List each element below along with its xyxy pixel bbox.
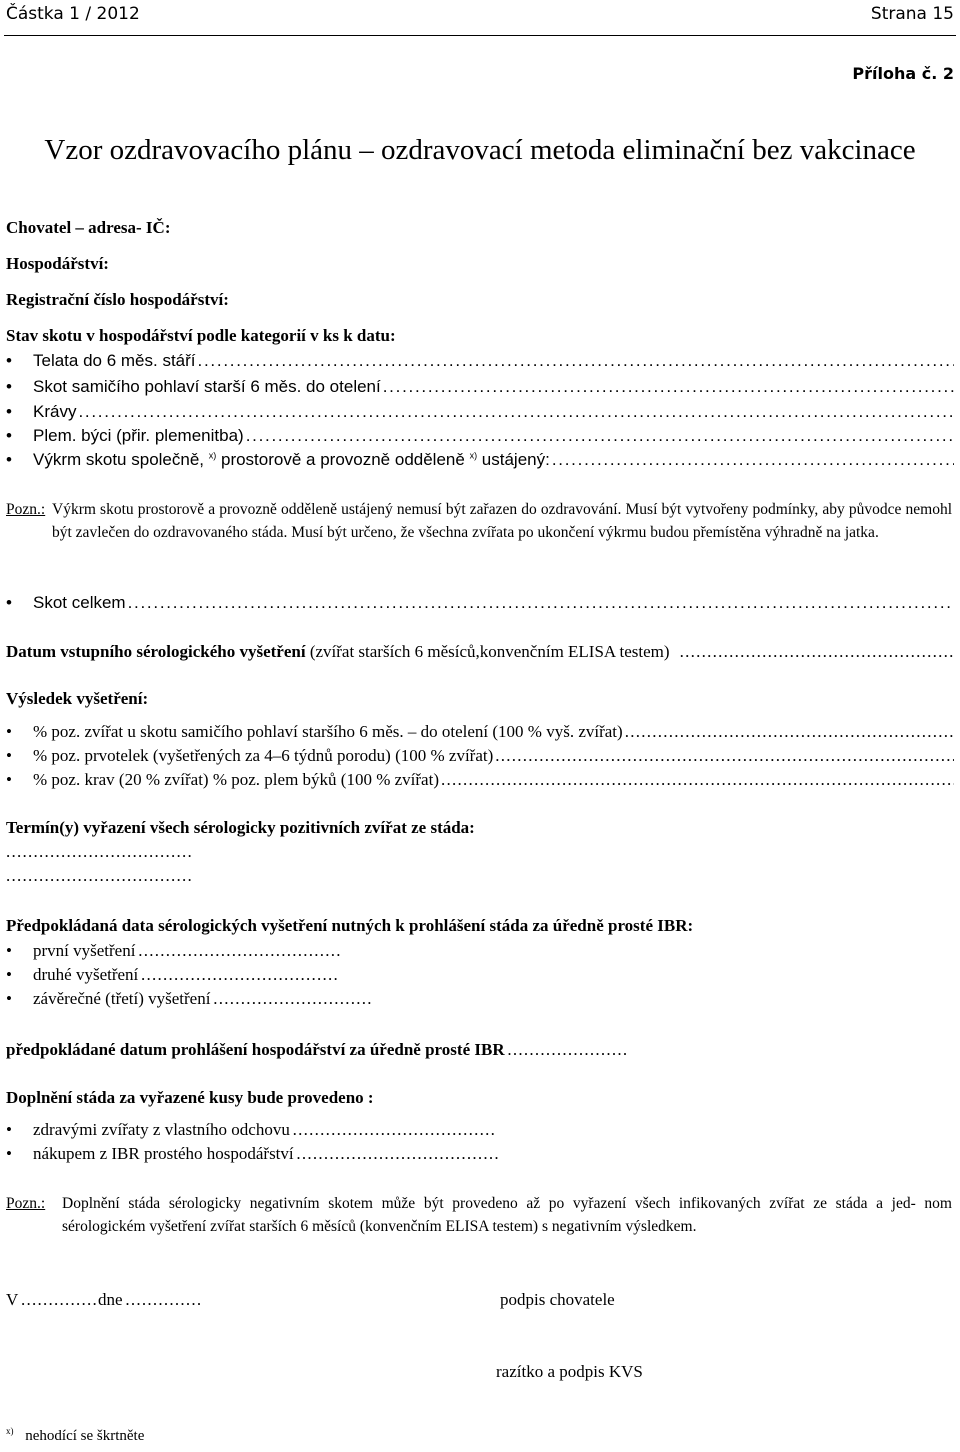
result-label: % poz. krav (20 % zvířat) % poz. plem býků (100 % zvířat) (33, 770, 439, 789)
note-label: Pozn.: (6, 501, 46, 518)
bullet-icon: • (6, 450, 12, 469)
entry-exam-line (6, 642, 954, 662)
list-item (6, 1120, 493, 1140)
restock-heading: Doplnění stáda za vyřazené kusy bude provedeno : (6, 1088, 374, 1107)
footnote-text: nehodící se škrtněte (25, 1428, 145, 1444)
list-item (6, 351, 954, 371)
bullet-icon: • (6, 402, 12, 421)
result-label: % poz. zvířat u skotu samičího pohlaví staršího 6 měs. – do otelení (100 % vyš. zvířat) (33, 722, 623, 741)
planned-label: druhé vyšetření (33, 965, 139, 984)
page-header-left: Částka 1 / 2012 (6, 4, 140, 24)
list-item (6, 402, 954, 422)
bullet-icon: • (6, 722, 12, 741)
category-label: Telata do 6 měs. stáří (33, 351, 196, 370)
note-text: Výkrm skotu prostorově a provozně odděleně ustájený nemusí být zařazen do ozdravování. Musí být vytvořeny podmínky, aby původce nemohl být zavlečen do ozdravovaného stáda. Musí být určeno, že všechna zvířata po ukončení výkrmu budou přemístěna výhradně na jatka. (52, 501, 952, 541)
removal-heading: Termín(y) vyřazení všech sérologicky pozitivních zvířat ze stáda: (6, 818, 475, 837)
fill-dots (552, 450, 954, 470)
field-farm: Hospodářství: (6, 254, 109, 273)
place-date-line (6, 1290, 200, 1310)
bullet-icon: • (6, 965, 12, 984)
fattening-label: Výkrm skotu společně, $^{x)}$ prostorově a provozně odděleně $^{x)}$ ustájený: (33, 450, 550, 469)
fill-dots (128, 593, 954, 613)
removal-dots-2: . . . . . . . . . . . . . . . . . . . . . . . . . . . . . . . . . . (6, 866, 191, 885)
bullet-icon: • (6, 989, 12, 1008)
restock-label: nákupem z IBR prostého hospodářství (33, 1144, 294, 1163)
entry-exam-bold: Datum vstupního sérologického vyšetření (6, 642, 306, 661)
note-text: Doplnění stáda sérologicky negativním skotem může být provedeno až po vyřazení všech infikovaných zvířat ze stáda a jed- nom sérologickém vyšetření zvířat starších 6 měsíců (konvenčním ELISA testem) s negativním výsledkem. (62, 1195, 952, 1235)
breeder-signature-label: podpis chovatele (500, 1290, 615, 1309)
document-title: Vzor ozdravovacího plánu – ozdravovací metoda eliminační bez vakcinace (44, 134, 916, 166)
list-item (6, 377, 954, 397)
fill-dots: . . . . . . . . . . . . . . . . . . . . . . . . . . . . . . . . . . . . . (293, 1144, 498, 1163)
list-item (6, 1144, 497, 1164)
kvs-stamp-label: razítko a podpis KVS (496, 1362, 643, 1381)
fill-dots (383, 377, 954, 397)
bullet-icon: • (6, 377, 12, 396)
fill-dots: . . . . . . . . . . . . . . (122, 1290, 200, 1309)
fill-dots (495, 746, 954, 766)
list-item (6, 941, 339, 961)
bullet-icon: • (6, 593, 12, 612)
fill-dots: . . . . . . . . . . . . . . . . . . . . . . . . . . . . . . . . . . . . . (135, 941, 339, 960)
fill-dots (680, 642, 954, 662)
restock-label: zdravými zvířaty z vlastního odchovu (33, 1120, 290, 1139)
field-breeder: Chovatel – adresa- IČ: (6, 218, 171, 237)
note-label: Pozn.: (6, 1195, 46, 1212)
bullet-icon: • (6, 770, 12, 789)
fill-dots: . . . . . . . . . . . . . . . . . . . . . . (504, 1040, 626, 1059)
bullet-icon: • (6, 941, 12, 960)
fill-dots (441, 770, 954, 790)
list-item (6, 770, 954, 790)
bullet-icon: • (6, 746, 12, 765)
fill-dots: . . . . . . . . . . . . . . (18, 1290, 99, 1309)
category-label: Krávy (33, 402, 77, 421)
date-label: dne (98, 1290, 123, 1309)
footnote-mark: x) (6, 1426, 14, 1436)
list-item (6, 989, 370, 1009)
entry-exam-detail: (zvířat starších 6 měsíců,konvenčním ELISA testem) (309, 642, 670, 661)
fill-dots (78, 402, 954, 422)
list-item (6, 593, 954, 613)
fill-dots (246, 426, 954, 446)
note-restock (6, 1192, 952, 1238)
list-item (6, 722, 954, 742)
note-fattening (6, 498, 952, 544)
declaration-label: předpokládané datum prohlášení hospodářství za úředně prosté IBR (6, 1040, 505, 1059)
list-item (6, 746, 954, 766)
bullet-icon: • (6, 351, 12, 370)
fill-dots: . . . . . . . . . . . . . . . . . . . . . . . . . . . . . . . . . . . . (138, 965, 337, 984)
total-label: Skot celkem (33, 593, 126, 612)
list-item (6, 426, 954, 446)
bullet-icon: • (6, 426, 12, 445)
removal-dots-1: . . . . . . . . . . . . . . . . . . . . . . . . . . . . . . . . . . (6, 842, 191, 861)
bullet-icon: • (6, 1144, 12, 1163)
footnote (6, 1426, 144, 1445)
field-stock-heading: Stav skotu v hospodářství podle kategorií v ks k datu: (6, 326, 396, 345)
page-header-right: Strana 15 (870, 4, 954, 24)
planned-label: první vyšetření (33, 941, 136, 960)
list-item (6, 450, 954, 470)
fill-dots (198, 351, 954, 371)
planned-heading: Předpokládaná data sérologických vyšetření nutných k prohlášení stáda za úředně prosté IBR: (6, 916, 694, 935)
place-label: V (6, 1290, 19, 1309)
declaration-line (6, 1040, 626, 1060)
header-rule (4, 35, 956, 36)
planned-label: závěrečné (třetí) vyšetření (33, 989, 211, 1008)
fill-dots: . . . . . . . . . . . . . . . . . . . . . . . . . . . . . . . . . . . . . (289, 1120, 494, 1139)
fill-dots (625, 722, 954, 742)
fill-dots: . . . . . . . . . . . . . . . . . . . . . . . . . . . . . (210, 989, 370, 1008)
category-label: Plem. býci (přir. plemenitba) (33, 426, 244, 445)
list-item (6, 965, 336, 985)
bullet-icon: • (6, 1120, 12, 1139)
results-heading: Výsledek vyšetření: (6, 689, 149, 708)
result-label: % poz. prvotelek (vyšetřených za 4–6 týdnů porodu) (100 % zvířat) (33, 746, 494, 765)
category-label: Skot samičího pohlaví starší 6 měs. do otelení (33, 377, 381, 396)
annex-label: Příloha č. 2 (852, 64, 954, 83)
field-registration: Registrační číslo hospodářství: (6, 290, 229, 309)
